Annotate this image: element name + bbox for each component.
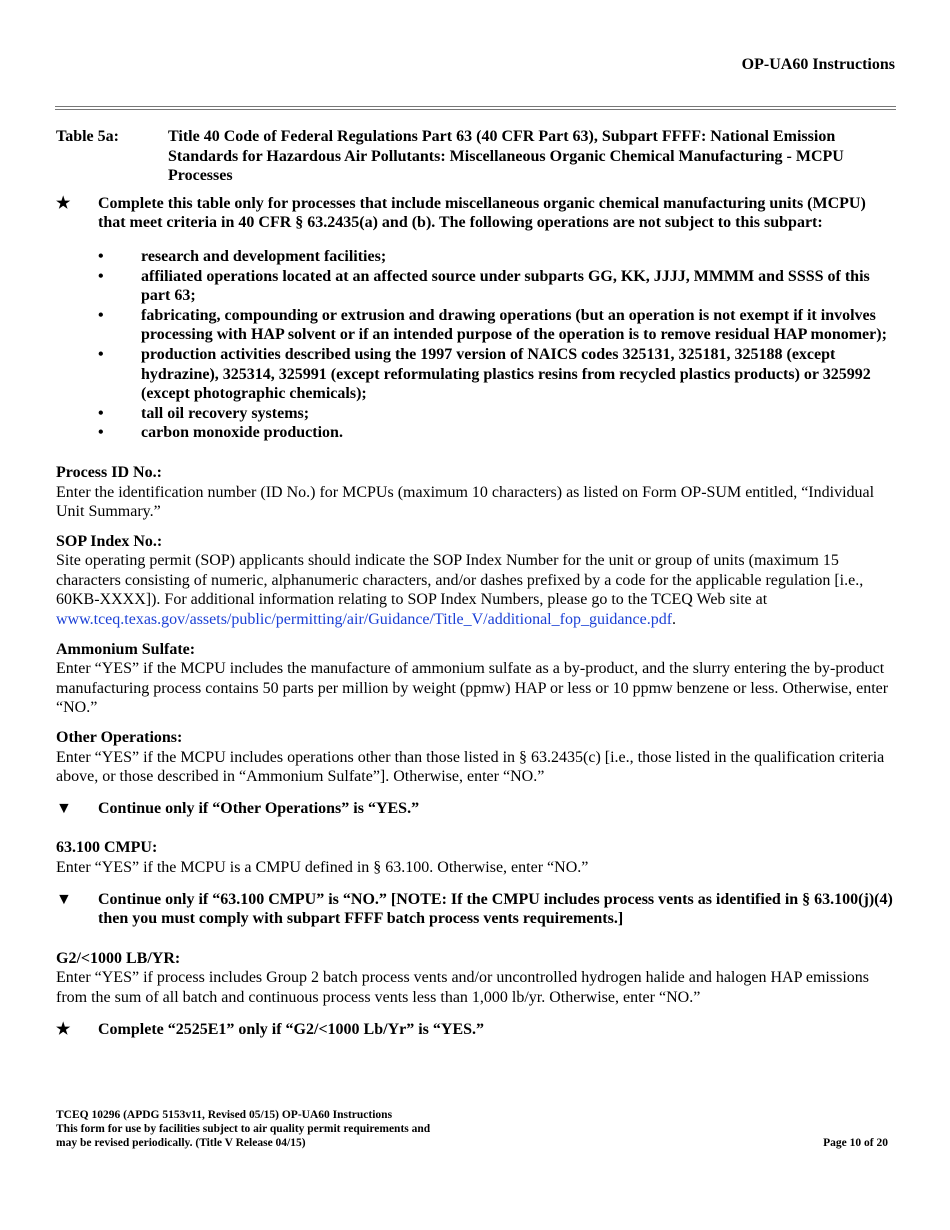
intro-text: Complete this table only for processes that include miscellaneous organic chemical manufacturing units (MCPU) that meet criteria in 40 CFR § 63.2435(a) and (b). The following operations are not subject to this subpart: bbox=[98, 194, 866, 232]
cmpu-text: Enter “YES” if the MCPU is a CMPU defined in § 63.100. Otherwise, enter “NO.” bbox=[56, 859, 589, 876]
list-item: • carbon monoxide production. bbox=[98, 424, 343, 442]
bullet-icon: • bbox=[98, 424, 104, 442]
list-item: • tall oil recovery systems; bbox=[98, 404, 310, 422]
sop-index-section bbox=[56, 532, 896, 630]
bullet-icon: • bbox=[98, 345, 104, 363]
page-footer bbox=[56, 1108, 888, 1150]
process-id-section bbox=[56, 463, 896, 522]
header-rule-bottom bbox=[55, 109, 896, 110]
star-icon: ★ bbox=[56, 194, 71, 212]
cmpu-section bbox=[56, 838, 896, 877]
g2-heading: G2/<1000 LB/YR: bbox=[56, 949, 181, 967]
bullet-icon: • bbox=[98, 267, 104, 285]
header-rule-top bbox=[55, 106, 896, 107]
other-operations-text: Enter “YES” if the MCPU includes operations other than those listed in § 63.2435(c) [i.e., those listed in the qualification criteria above, or those described in “Ammonium Sulfate”]. Otherwise, enter “NO.” bbox=[56, 748, 885, 786]
down-triangle-icon: ▼ bbox=[56, 799, 72, 817]
other-operations-section bbox=[56, 728, 896, 787]
sop-index-text: Site operating permit (SOP) applicants should indicate the SOP Index Number for the unit or group of units (maximum 15 characters consisting of numeric, alphanumeric characters, and/or dashes prefixed by a code for the applicable regulation [i.e., 60KB-XXXX]). For additional information relating to SOP Index Numbers, please go to the TCEQ Web site at bbox=[56, 552, 864, 609]
cmpu-heading: 63.100 CMPU: bbox=[56, 839, 158, 857]
table-label: Table 5a: bbox=[56, 128, 119, 145]
star-icon: ★ bbox=[56, 1020, 71, 1038]
bullet-icon: • bbox=[98, 247, 104, 265]
continue-instruction-2: ▼ Continue only if “63.100 CMPU” is “NO.” [NOTE: If the CMPU includes process vents as identified in § 63.100(j)(4) then you must comply with subpart FFFF batch process vents requirements.] bbox=[56, 890, 893, 928]
process-id-heading: Process ID No.: bbox=[56, 463, 162, 481]
page-header-title: OP-UA60 Instructions bbox=[741, 56, 895, 73]
bullet-icon: • bbox=[98, 306, 104, 324]
ammonium-sulfate-section bbox=[56, 640, 896, 718]
footer-note-1: This form for use by facilities subject to air quality permit requirements and bbox=[56, 1123, 431, 1135]
process-id-text: Enter the identification number (ID No.) for MCPUs (maximum 10 characters) as listed on Form OP-SUM entitled, “Individual Unit Summary.” bbox=[56, 483, 875, 521]
list-item: • research and development facilities; bbox=[98, 247, 387, 265]
document-body bbox=[56, 127, 896, 1039]
table-heading bbox=[56, 127, 896, 186]
list-item: • fabricating, compounding or extrusion and drawing operations (but an operation is not exempt if it involves processing with HAP solvent or if an intended purpose of the operation is to remove residual HAP monomer); bbox=[98, 306, 887, 344]
complete-instruction: ★ Complete “2525E1” only if “G2/<1000 Lb/Yr” is “YES.” bbox=[56, 1020, 485, 1038]
list-item: • affiliated operations located at an affected source under subparts GG, KK, JJJJ, MMMM and SSSS of this part 63; bbox=[98, 267, 870, 305]
sop-index-heading: SOP Index No.: bbox=[56, 532, 163, 550]
exclusion-list bbox=[98, 247, 896, 443]
page-number: Page 10 of 20 bbox=[823, 1137, 888, 1149]
g2-text: Enter “YES” if process includes Group 2 batch process vents and/or uncontrolled hydrogen halide and halogen HAP emissions from the sum of all batch and continuous process vents less than 1,000 lb/yr. Otherwise, enter “NO.” bbox=[56, 969, 869, 1006]
list-item: • production activities described using the 1997 version of NAICS codes 325131, 325181, 325188 (except hydrazine), 325314, 325991 (except reformulating plastics resins from recycled plastics products) or 325992 (except photographic chemicals); bbox=[98, 345, 871, 403]
bullet-icon: • bbox=[98, 404, 104, 422]
fop-guidance-link[interactable]: www.tceq.texas.gov/assets/public/permitting/air/Guidance/Title_V/additional_fop_guidance.pdf bbox=[56, 611, 673, 629]
continue-instruction-1: ▼ Continue only if “Other Operations” is “YES.” bbox=[56, 799, 420, 817]
sop-index-paragraph: Site operating permit (SOP) applicants should indicate the SOP Index Number for the unit or group of units (maximum 15 characters consisting of numeric, alphanumeric characters, and/or dashes prefixed by a code for the applicable regulation [i.e., 60KB-XXXX]). For additional information relating to SOP Index Numbers, please go to the TCEQ Web site at www.tceq.texas.gov/assets/public/permitting/air/Guidance/Title_V/additional_fop_guidance.pdf. bbox=[56, 552, 864, 629]
down-triangle-icon: ▼ bbox=[56, 890, 72, 908]
intro-instruction bbox=[56, 194, 896, 233]
ammonium-sulfate-heading: Ammonium Sulfate: bbox=[56, 640, 196, 658]
footer-form-id: TCEQ 10296 (APDG 5153v11, Revised 05/15) OP-UA60 Instructions bbox=[56, 1109, 393, 1121]
other-operations-heading: Other Operations: bbox=[56, 729, 183, 747]
table-title: Title 40 Code of Federal Regulations Part 63 (40 CFR Part 63), Subpart FFFF: National Emission Standards for Hazardous Air Pollutants: Miscellaneous Organic Chemical Manufacturing - MCPU Processes bbox=[168, 128, 844, 185]
g2-section bbox=[56, 949, 896, 1008]
ammonium-sulfate-text: Enter “YES” if the MCPU includes the manufacture of ammonium sulfate as a by-product, and the slurry entering the by-product manufacturing process contains 50 parts per million by weight (ppmw) HAP or less or 10 ppmw benzene or less. Otherwise, enter “NO.” bbox=[56, 660, 889, 717]
footer-note-2: may be revised periodically. (Title V Release 04/15) bbox=[56, 1137, 306, 1149]
